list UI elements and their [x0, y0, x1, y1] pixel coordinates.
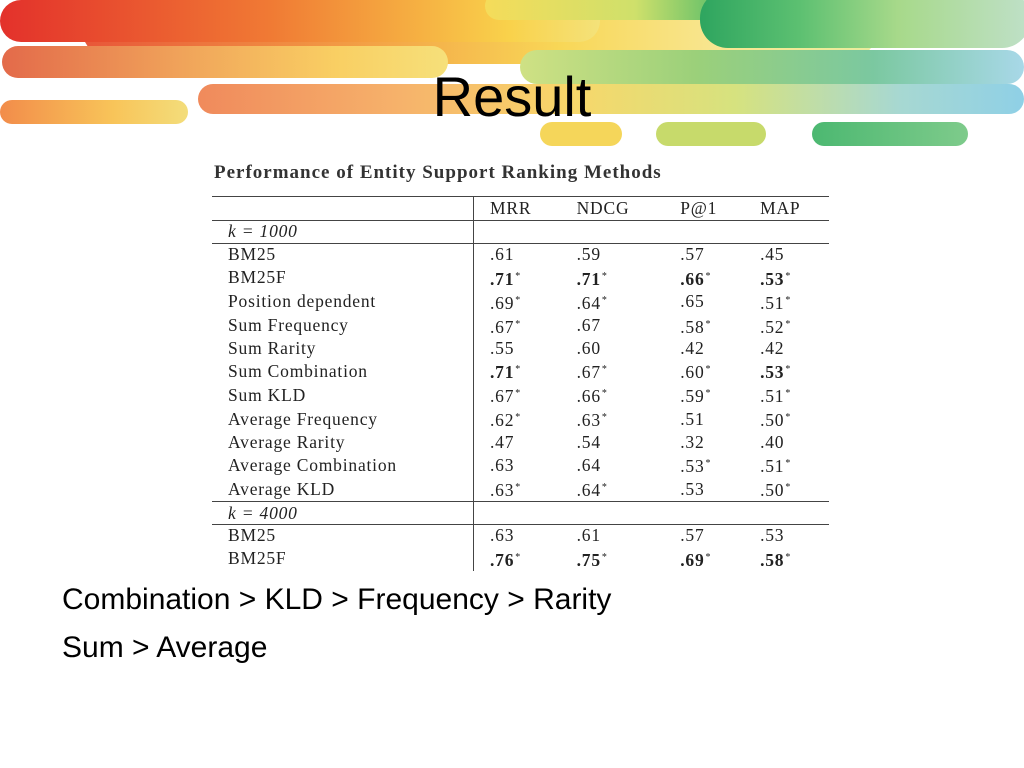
- method-name: Average KLD: [212, 477, 474, 502]
- score-cell: [744, 314, 829, 338]
- score-cell: [664, 547, 744, 571]
- column-header: MAP: [744, 197, 829, 221]
- score-cell: [474, 524, 561, 546]
- conclusion-item: Sum > Average: [62, 631, 268, 664]
- score-value: .57: [680, 244, 705, 265]
- score-value: .64: [576, 480, 601, 501]
- group-empty-cell: [744, 502, 829, 525]
- score-cell: [744, 407, 829, 431]
- significance-marker: *: [785, 388, 792, 400]
- significance-marker: *: [785, 458, 792, 470]
- significance-marker: *: [515, 364, 522, 376]
- score-value: .42: [680, 337, 705, 358]
- score-cell: [664, 477, 744, 502]
- score-value: .50: [760, 480, 785, 501]
- score-value: .71: [490, 362, 515, 383]
- significance-marker: *: [515, 270, 522, 282]
- score-value: .63: [490, 454, 515, 475]
- conclusion-item: Combination > KLD > Frequency > Rarity: [62, 583, 612, 616]
- table-row: [212, 266, 829, 290]
- score-value: .63: [576, 410, 601, 431]
- score-value: .53: [760, 362, 785, 383]
- table-body: [212, 221, 829, 571]
- score-value: .58: [680, 316, 705, 337]
- score-value: .40: [760, 431, 785, 452]
- score-cell: [744, 290, 829, 314]
- significance-marker: *: [705, 318, 712, 330]
- score-value: .63: [490, 480, 515, 501]
- score-cell: [664, 243, 744, 265]
- method-name: BM25: [212, 524, 474, 546]
- significance-marker: *: [601, 412, 608, 424]
- score-cell: [744, 524, 829, 546]
- score-value: .50: [760, 410, 785, 431]
- score-value: .42: [760, 337, 785, 358]
- score-value: .67: [576, 315, 601, 336]
- group-empty-cell: [561, 221, 665, 244]
- score-value: .61: [576, 525, 601, 546]
- score-cell: [664, 524, 744, 546]
- significance-marker: *: [785, 294, 792, 306]
- method-name: Sum Frequency: [212, 314, 474, 338]
- significance-marker: *: [785, 412, 792, 424]
- group-empty-cell: [474, 221, 561, 244]
- score-cell: [474, 266, 561, 290]
- table-row: [212, 453, 829, 477]
- table-row: [212, 338, 829, 360]
- group-label: k = 4000: [212, 502, 474, 525]
- results-table-figure: [212, 156, 848, 571]
- group-header-row: [212, 221, 829, 244]
- column-header: P@1: [664, 197, 744, 221]
- table-row: [212, 243, 829, 265]
- significance-marker: *: [515, 318, 522, 330]
- score-value: .51: [760, 292, 785, 313]
- score-value: .65: [680, 291, 705, 312]
- group-empty-cell: [561, 502, 665, 525]
- significance-marker: *: [601, 482, 608, 494]
- score-value: .76: [490, 549, 515, 570]
- score-cell: [561, 524, 665, 546]
- score-value: .32: [680, 431, 705, 452]
- score-value: .53: [760, 268, 785, 289]
- score-cell: [664, 266, 744, 290]
- table-caption: Performance of Entity Support Ranking Methods: [214, 162, 662, 183]
- score-value: .71: [576, 268, 601, 289]
- method-name: BM25F: [212, 547, 474, 571]
- slide-title: Result: [432, 65, 592, 128]
- table-header-row: [212, 197, 829, 221]
- score-value: .57: [680, 525, 705, 546]
- group-empty-cell: [474, 502, 561, 525]
- score-value: .75: [576, 549, 601, 570]
- score-cell: [664, 314, 744, 338]
- score-cell: [561, 359, 665, 383]
- score-cell: [744, 266, 829, 290]
- score-value: .53: [760, 525, 785, 546]
- group-empty-cell: [664, 221, 744, 244]
- score-value: .51: [760, 456, 785, 477]
- significance-marker: *: [705, 458, 712, 470]
- score-value: .55: [490, 337, 515, 358]
- method-name: Position dependent: [212, 290, 474, 314]
- significance-marker: *: [601, 551, 608, 563]
- score-cell: [561, 547, 665, 571]
- score-cell: [561, 266, 665, 290]
- significance-marker: *: [705, 388, 712, 400]
- score-cell: [474, 359, 561, 383]
- results-table: [212, 196, 829, 571]
- score-value: .71: [490, 268, 515, 289]
- significance-marker: *: [785, 318, 792, 330]
- score-cell: [744, 477, 829, 502]
- method-name: Sum Combination: [212, 359, 474, 383]
- score-cell: [561, 477, 665, 502]
- method-name: Average Frequency: [212, 407, 474, 431]
- table-row: [212, 477, 829, 502]
- score-cell: [561, 453, 665, 477]
- column-header: NDCG: [561, 197, 665, 221]
- conclusion-list: [62, 576, 611, 672]
- score-value: .58: [760, 549, 785, 570]
- score-cell: [744, 243, 829, 265]
- score-value: .67: [576, 362, 601, 383]
- significance-marker: *: [515, 294, 522, 306]
- score-value: .66: [680, 268, 705, 289]
- score-cell: [474, 383, 561, 407]
- score-cell: [744, 431, 829, 453]
- score-value: .67: [490, 316, 515, 337]
- score-value: .69: [490, 292, 515, 313]
- score-cell: [561, 243, 665, 265]
- score-cell: [561, 314, 665, 338]
- score-value: .69: [680, 549, 705, 570]
- significance-marker: *: [785, 482, 792, 494]
- significance-marker: *: [515, 482, 522, 494]
- table-row: [212, 407, 829, 431]
- significance-marker: *: [515, 388, 522, 400]
- table-row: [212, 383, 829, 407]
- table-row: [212, 290, 829, 314]
- method-name: BM25F: [212, 266, 474, 290]
- score-value: .52: [760, 316, 785, 337]
- group-empty-cell: [744, 221, 829, 244]
- score-value: .47: [490, 431, 515, 452]
- score-cell: [744, 338, 829, 360]
- significance-marker: *: [601, 294, 608, 306]
- score-value: .64: [576, 292, 601, 313]
- score-value: .59: [576, 244, 601, 265]
- significance-marker: *: [785, 270, 792, 282]
- score-cell: [744, 359, 829, 383]
- group-label: k = 1000: [212, 221, 474, 244]
- method-name: Average Rarity: [212, 431, 474, 453]
- table-row: [212, 314, 829, 338]
- method-name: BM25: [212, 243, 474, 265]
- score-value: .51: [680, 408, 705, 429]
- score-cell: [474, 290, 561, 314]
- score-value: .64: [576, 454, 601, 475]
- significance-marker: *: [705, 551, 712, 563]
- score-cell: [664, 407, 744, 431]
- score-cell: [474, 453, 561, 477]
- score-cell: [561, 290, 665, 314]
- score-value: .54: [576, 431, 601, 452]
- score-cell: [664, 338, 744, 360]
- score-value: .45: [760, 244, 785, 265]
- score-cell: [561, 338, 665, 360]
- score-cell: [474, 407, 561, 431]
- table-row: [212, 431, 829, 453]
- score-value: .53: [680, 456, 705, 477]
- column-header: MRR: [474, 197, 561, 221]
- score-cell: [474, 547, 561, 571]
- table-row: [212, 359, 829, 383]
- score-cell: [474, 477, 561, 502]
- score-cell: [664, 359, 744, 383]
- significance-marker: *: [705, 364, 712, 376]
- score-value: .61: [490, 244, 515, 265]
- score-value: .59: [680, 386, 705, 407]
- score-cell: [561, 407, 665, 431]
- table-row: [212, 547, 829, 571]
- score-cell: [664, 383, 744, 407]
- significance-marker: *: [601, 270, 608, 282]
- group-header-row: [212, 502, 829, 525]
- banner-stripe: [700, 0, 1024, 48]
- significance-marker: *: [515, 551, 522, 563]
- score-value: .60: [576, 337, 601, 358]
- significance-marker: *: [785, 551, 792, 563]
- score-value: .63: [490, 525, 515, 546]
- table-row: [212, 524, 829, 546]
- score-cell: [474, 338, 561, 360]
- significance-marker: *: [705, 270, 712, 282]
- score-value: .67: [490, 386, 515, 407]
- significance-marker: *: [601, 364, 608, 376]
- score-cell: [561, 383, 665, 407]
- score-cell: [744, 383, 829, 407]
- method-name: Average Combination: [212, 453, 474, 477]
- score-cell: [474, 243, 561, 265]
- significance-marker: *: [515, 412, 522, 424]
- score-value: .66: [576, 386, 601, 407]
- score-cell: [744, 547, 829, 571]
- score-cell: [561, 431, 665, 453]
- header-method-cell: [212, 197, 474, 221]
- score-value: .53: [680, 478, 705, 499]
- score-value: .60: [680, 362, 705, 383]
- score-cell: [664, 453, 744, 477]
- group-empty-cell: [664, 502, 744, 525]
- score-cell: [474, 431, 561, 453]
- score-cell: [664, 431, 744, 453]
- score-value: .51: [760, 386, 785, 407]
- method-name: Sum Rarity: [212, 338, 474, 360]
- score-cell: [664, 290, 744, 314]
- significance-marker: *: [601, 388, 608, 400]
- score-cell: [744, 453, 829, 477]
- significance-marker: *: [785, 364, 792, 376]
- score-value: .62: [490, 410, 515, 431]
- method-name: Sum KLD: [212, 383, 474, 407]
- score-cell: [474, 314, 561, 338]
